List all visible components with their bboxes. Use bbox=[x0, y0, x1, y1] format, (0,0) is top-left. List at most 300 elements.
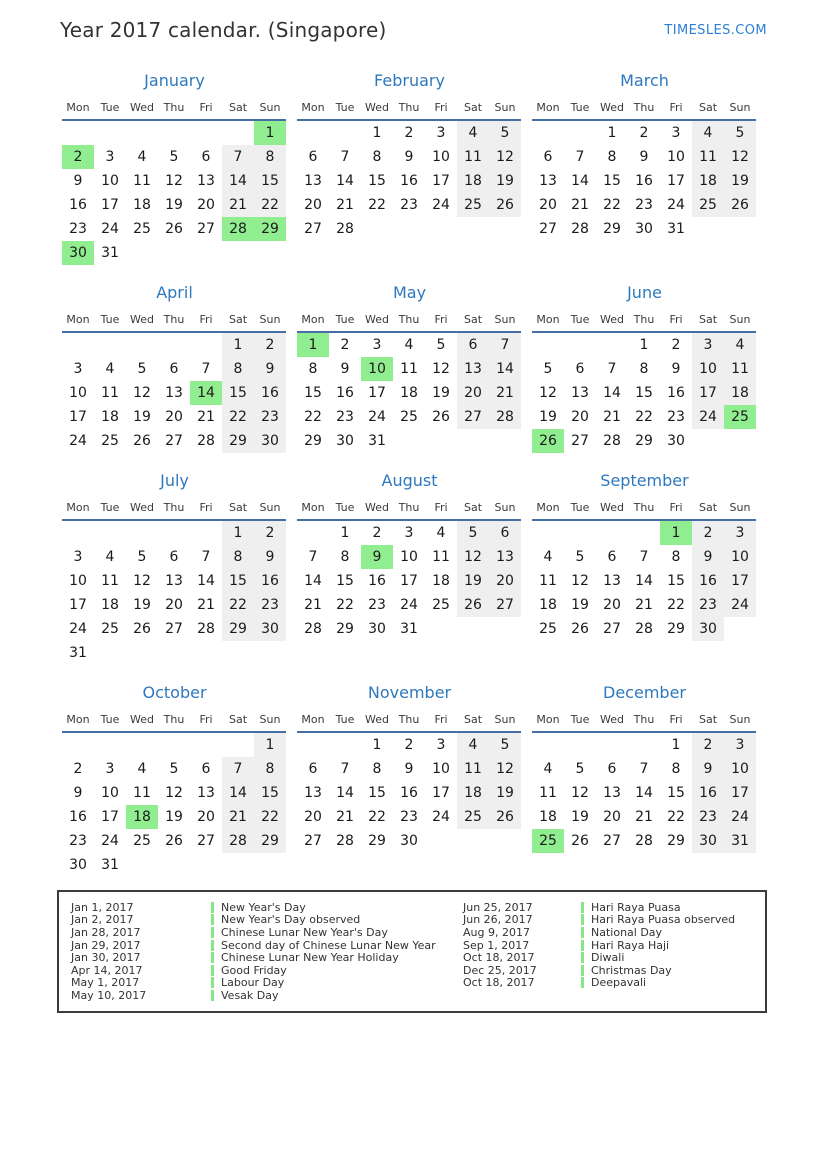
day-cell: 3 bbox=[671, 125, 681, 141]
day-cell: 3 bbox=[105, 761, 115, 777]
weekday-header: Tue bbox=[335, 312, 355, 326]
weekday-header: Thu bbox=[633, 100, 655, 114]
day-cell: 15 bbox=[635, 385, 653, 401]
legend-entry-name: Vesak Day bbox=[211, 990, 279, 1001]
weekday-header: Fri bbox=[434, 100, 448, 114]
weekday-header: Mon bbox=[536, 312, 560, 326]
legend-entry-name: Chinese Lunar New Year Holiday bbox=[211, 952, 399, 963]
day-cell: 7 bbox=[308, 549, 318, 565]
legend-entry bbox=[463, 977, 759, 990]
day-cell: 4 bbox=[436, 525, 446, 541]
month-title: July bbox=[160, 471, 189, 490]
empty-day-cell bbox=[222, 732, 254, 757]
day-cell: 23 bbox=[69, 833, 87, 849]
weekday-header: Thu bbox=[163, 100, 185, 114]
day-cell: 1 bbox=[671, 737, 681, 753]
weekday-header: Tue bbox=[335, 100, 355, 114]
legend-entry-name: Hari Raya Puasa bbox=[581, 902, 681, 913]
weekday-header: Fri bbox=[199, 712, 213, 726]
day-cell: 14 bbox=[489, 357, 521, 381]
weekday-header: Mon bbox=[536, 500, 560, 514]
day-cell: 13 bbox=[603, 785, 621, 801]
empty-day-cell bbox=[190, 241, 222, 265]
empty-day-cell bbox=[158, 332, 190, 357]
day-cell: 19 bbox=[724, 169, 756, 193]
day-cell: 24 bbox=[724, 593, 756, 617]
day-cell: 15 bbox=[667, 573, 685, 589]
day-cell: 25 bbox=[692, 193, 724, 217]
day-cell: 9 bbox=[254, 357, 286, 381]
month-title: May bbox=[392, 283, 427, 302]
weekday-header: Sun bbox=[729, 312, 751, 326]
weekday-header: Mon bbox=[301, 500, 325, 514]
day-cell: 2 bbox=[254, 520, 286, 545]
day-cell: 17 bbox=[692, 381, 724, 405]
day-cell: 22 bbox=[304, 409, 322, 425]
day-cell: 23 bbox=[254, 593, 286, 617]
day-cell: 21 bbox=[336, 197, 354, 213]
day-cell: 5 bbox=[489, 120, 521, 145]
empty-day-cell bbox=[329, 120, 361, 145]
day-cell: 27 bbox=[165, 433, 183, 449]
day-cell: 13 bbox=[571, 385, 589, 401]
day-cell: 5 bbox=[457, 520, 489, 545]
empty-day-cell bbox=[126, 120, 158, 145]
day-cell: 2 bbox=[340, 337, 350, 353]
day-cell: 9 bbox=[404, 761, 414, 777]
day-cell: 14 bbox=[197, 573, 215, 589]
day-cell: 2 bbox=[372, 525, 382, 541]
day-cell: 15 bbox=[667, 785, 685, 801]
empty-day-cell bbox=[297, 120, 329, 145]
legend-entry-name: Diwali bbox=[581, 952, 624, 963]
day-cell: 21 bbox=[336, 809, 354, 825]
day-cell: 19 bbox=[571, 597, 589, 613]
day-cell: 19 bbox=[457, 569, 489, 593]
day-cell: 16 bbox=[336, 385, 354, 401]
day-cell: 14 bbox=[304, 573, 322, 589]
day-cell: 11 bbox=[539, 573, 557, 589]
day-cell: 9 bbox=[404, 149, 414, 165]
day-cell: 28 bbox=[304, 621, 322, 637]
day-cell: 20 bbox=[165, 409, 183, 425]
empty-day-cell bbox=[489, 429, 521, 453]
day-cell: 21 bbox=[571, 197, 589, 213]
weekday-header: Tue bbox=[100, 712, 120, 726]
day-cell: 20 bbox=[489, 569, 521, 593]
day-cell: 21 bbox=[603, 409, 621, 425]
day-cell: 16 bbox=[400, 173, 418, 189]
day-cell: 30 bbox=[400, 833, 418, 849]
month-august bbox=[297, 471, 522, 641]
empty-day-cell bbox=[222, 120, 254, 145]
day-cell: 25 bbox=[133, 221, 151, 237]
day-cell: 10 bbox=[101, 785, 119, 801]
month-grid bbox=[62, 497, 286, 665]
day-cell: 6 bbox=[489, 520, 521, 545]
empty-day-cell bbox=[628, 520, 660, 545]
day-cell: 11 bbox=[133, 173, 151, 189]
day-cell: 17 bbox=[432, 785, 450, 801]
legend-entry-date: May 1, 2017 bbox=[71, 976, 140, 990]
weekday-header: Tue bbox=[100, 312, 120, 326]
day-cell: 20 bbox=[165, 597, 183, 613]
day-cell: 26 bbox=[432, 409, 450, 425]
day-cell: 6 bbox=[457, 332, 489, 357]
weekday-header: Wed bbox=[130, 500, 154, 514]
day-cell: 11 bbox=[539, 785, 557, 801]
day-cell: 21 bbox=[197, 409, 215, 425]
empty-day-cell bbox=[724, 217, 756, 241]
day-cell: 18 bbox=[432, 573, 450, 589]
site-link[interactable]: TIMESLES.COM bbox=[664, 23, 767, 38]
weekday-header: Tue bbox=[335, 500, 355, 514]
day-cell: 20 bbox=[197, 197, 215, 213]
day-cell: 16 bbox=[254, 381, 286, 405]
day-cell: 27 bbox=[304, 833, 322, 849]
day-cell: 9 bbox=[73, 785, 83, 801]
month-june bbox=[532, 283, 757, 453]
day-cell: 19 bbox=[165, 809, 183, 825]
empty-day-cell bbox=[94, 641, 126, 665]
day-cell: 9 bbox=[254, 545, 286, 569]
day-cell: 18 bbox=[457, 781, 489, 805]
legend-entry-date: Jun 25, 2017 bbox=[463, 900, 533, 914]
weekday-header: Sat bbox=[698, 500, 718, 514]
holiday-day-cell: 1 bbox=[660, 520, 692, 545]
day-cell: 19 bbox=[489, 781, 521, 805]
day-cell: 4 bbox=[543, 761, 553, 777]
day-cell: 29 bbox=[667, 833, 685, 849]
holiday-day-cell: 18 bbox=[126, 805, 158, 829]
day-cell: 15 bbox=[222, 381, 254, 405]
day-cell: 25 bbox=[457, 805, 489, 829]
day-cell: 12 bbox=[133, 385, 151, 401]
empty-day-cell bbox=[254, 641, 286, 665]
day-cell: 5 bbox=[543, 361, 553, 377]
day-cell: 8 bbox=[222, 545, 254, 569]
day-cell: 3 bbox=[436, 737, 446, 753]
empty-day-cell bbox=[190, 732, 222, 757]
months-grid bbox=[62, 71, 827, 877]
day-cell: 29 bbox=[336, 621, 354, 637]
empty-day-cell bbox=[489, 217, 521, 241]
empty-day-cell bbox=[532, 332, 564, 357]
day-cell: 13 bbox=[304, 173, 322, 189]
day-cell: 18 bbox=[101, 409, 119, 425]
day-cell: 3 bbox=[692, 332, 724, 357]
day-cell: 25 bbox=[101, 621, 119, 637]
empty-day-cell bbox=[158, 520, 190, 545]
weekday-header: Sun bbox=[729, 712, 751, 726]
empty-day-cell bbox=[254, 853, 286, 877]
day-cell: 30 bbox=[635, 221, 653, 237]
day-cell: 6 bbox=[575, 361, 585, 377]
day-cell: 20 bbox=[304, 197, 322, 213]
day-cell: 7 bbox=[607, 361, 617, 377]
day-cell: 12 bbox=[724, 145, 756, 169]
day-cell: 6 bbox=[308, 149, 318, 165]
day-cell: 21 bbox=[304, 597, 322, 613]
day-cell: 9 bbox=[639, 149, 649, 165]
weekday-header: Thu bbox=[633, 312, 655, 326]
day-cell: 8 bbox=[254, 757, 286, 781]
day-cell: 14 bbox=[635, 573, 653, 589]
empty-day-cell bbox=[329, 732, 361, 757]
legend-entry-date: Apr 14, 2017 bbox=[71, 963, 143, 977]
page-header bbox=[0, 0, 827, 42]
day-cell: 18 bbox=[539, 809, 557, 825]
day-cell: 24 bbox=[432, 197, 450, 213]
empty-day-cell bbox=[564, 520, 596, 545]
month-may bbox=[297, 283, 522, 453]
day-cell: 18 bbox=[133, 197, 151, 213]
empty-day-cell bbox=[393, 217, 425, 241]
day-cell: 26 bbox=[133, 433, 151, 449]
day-cell: 9 bbox=[340, 361, 350, 377]
month-october bbox=[62, 683, 287, 877]
day-cell: 19 bbox=[539, 409, 557, 425]
day-cell: 29 bbox=[667, 621, 685, 637]
day-cell: 18 bbox=[101, 597, 119, 613]
day-cell: 8 bbox=[607, 149, 617, 165]
day-cell: 10 bbox=[724, 545, 756, 569]
month-grid bbox=[62, 97, 286, 265]
legend-entry bbox=[71, 964, 463, 977]
day-cell: 4 bbox=[105, 361, 115, 377]
legend-entry-date: Jan 29, 2017 bbox=[71, 938, 141, 952]
day-cell: 9 bbox=[692, 757, 724, 781]
weekday-header: Sat bbox=[698, 312, 718, 326]
day-cell: 23 bbox=[692, 593, 724, 617]
empty-day-cell bbox=[158, 120, 190, 145]
day-cell: 21 bbox=[489, 381, 521, 405]
day-cell: 22 bbox=[254, 805, 286, 829]
legend-entry-date: May 10, 2017 bbox=[71, 988, 147, 1002]
day-cell: 15 bbox=[304, 385, 322, 401]
day-cell: 3 bbox=[372, 337, 382, 353]
month-january bbox=[62, 71, 287, 265]
weekday-header: Sun bbox=[259, 500, 281, 514]
day-cell: 14 bbox=[635, 785, 653, 801]
day-cell: 3 bbox=[404, 525, 414, 541]
weekday-header: Wed bbox=[600, 500, 624, 514]
day-cell: 6 bbox=[201, 761, 211, 777]
weekday-header: Tue bbox=[570, 312, 590, 326]
weekday-header: Mon bbox=[66, 500, 90, 514]
day-cell: 11 bbox=[101, 573, 119, 589]
day-cell: 2 bbox=[692, 520, 724, 545]
day-cell: 1 bbox=[254, 732, 286, 757]
day-cell: 20 bbox=[197, 809, 215, 825]
day-cell: 5 bbox=[169, 149, 179, 165]
day-cell: 17 bbox=[101, 197, 119, 213]
empty-day-cell bbox=[297, 520, 329, 545]
weekday-header: Fri bbox=[199, 500, 213, 514]
day-cell: 29 bbox=[635, 433, 653, 449]
day-cell: 1 bbox=[222, 520, 254, 545]
holiday-day-cell: 29 bbox=[254, 217, 286, 241]
day-cell: 9 bbox=[73, 173, 83, 189]
day-cell: 16 bbox=[69, 197, 87, 213]
day-cell: 1 bbox=[372, 737, 382, 753]
month-grid bbox=[297, 497, 521, 641]
day-cell: 4 bbox=[137, 149, 147, 165]
month-title: October bbox=[142, 683, 207, 702]
day-cell: 18 bbox=[692, 169, 724, 193]
month-title: March bbox=[620, 71, 669, 90]
day-cell: 12 bbox=[489, 757, 521, 781]
day-cell: 6 bbox=[308, 761, 318, 777]
day-cell: 19 bbox=[133, 597, 151, 613]
day-cell: 13 bbox=[165, 573, 183, 589]
day-cell: 11 bbox=[457, 757, 489, 781]
day-cell: 17 bbox=[724, 781, 756, 805]
legend-entry bbox=[71, 977, 463, 990]
day-cell: 30 bbox=[254, 617, 286, 641]
weekday-header: Thu bbox=[398, 312, 420, 326]
day-cell: 30 bbox=[692, 829, 724, 853]
legend-entry-date: Aug 9, 2017 bbox=[463, 925, 530, 939]
month-grid bbox=[532, 709, 756, 853]
month-april bbox=[62, 283, 287, 453]
legend-entry-name: Labour Day bbox=[211, 977, 284, 988]
empty-day-cell bbox=[126, 641, 158, 665]
day-cell: 15 bbox=[336, 573, 354, 589]
weekday-header: Fri bbox=[434, 712, 448, 726]
weekday-header: Tue bbox=[570, 712, 590, 726]
empty-day-cell bbox=[158, 732, 190, 757]
legend-column bbox=[71, 901, 463, 1002]
day-cell: 20 bbox=[539, 197, 557, 213]
day-cell: 29 bbox=[603, 221, 621, 237]
day-cell: 23 bbox=[368, 597, 386, 613]
day-cell: 18 bbox=[457, 169, 489, 193]
empty-day-cell bbox=[158, 241, 190, 265]
day-cell: 23 bbox=[635, 197, 653, 213]
empty-day-cell bbox=[190, 641, 222, 665]
empty-day-cell bbox=[724, 429, 756, 453]
empty-day-cell bbox=[94, 520, 126, 545]
day-cell: 30 bbox=[692, 617, 724, 641]
legend-entry-date: Sep 1, 2017 bbox=[463, 938, 530, 952]
day-cell: 16 bbox=[635, 173, 653, 189]
weekday-header: Fri bbox=[199, 100, 213, 114]
day-cell: 27 bbox=[457, 405, 489, 429]
day-cell: 5 bbox=[489, 732, 521, 757]
day-cell: 17 bbox=[101, 809, 119, 825]
weekday-header: Sat bbox=[463, 500, 483, 514]
empty-day-cell bbox=[596, 520, 628, 545]
day-cell: 11 bbox=[724, 357, 756, 381]
month-july bbox=[62, 471, 287, 665]
empty-day-cell bbox=[489, 829, 521, 853]
weekday-header: Thu bbox=[398, 100, 420, 114]
day-cell: 15 bbox=[222, 569, 254, 593]
day-cell: 13 bbox=[197, 173, 215, 189]
day-cell: 8 bbox=[671, 549, 681, 565]
empty-day-cell bbox=[692, 217, 724, 241]
day-cell: 2 bbox=[404, 125, 414, 141]
weekday-header: Sun bbox=[729, 100, 751, 114]
month-title: September bbox=[600, 471, 689, 490]
day-cell: 4 bbox=[543, 549, 553, 565]
empty-day-cell bbox=[457, 617, 489, 641]
empty-day-cell bbox=[222, 241, 254, 265]
legend-entry-name: Good Friday bbox=[211, 965, 287, 976]
empty-day-cell bbox=[62, 332, 94, 357]
weekday-header: Thu bbox=[633, 500, 655, 514]
day-cell: 20 bbox=[457, 381, 489, 405]
empty-day-cell bbox=[190, 120, 222, 145]
day-cell: 14 bbox=[336, 785, 354, 801]
weekday-header: Sun bbox=[494, 100, 516, 114]
day-cell: 26 bbox=[165, 221, 183, 237]
empty-day-cell bbox=[425, 829, 457, 853]
day-cell: 21 bbox=[635, 597, 653, 613]
legend-entry bbox=[463, 939, 759, 952]
day-cell: 14 bbox=[222, 781, 254, 805]
day-cell: 29 bbox=[304, 433, 322, 449]
day-cell: 9 bbox=[692, 545, 724, 569]
legend-entry bbox=[463, 951, 759, 964]
day-cell: 7 bbox=[201, 549, 211, 565]
weekday-header: Mon bbox=[536, 100, 560, 114]
holiday-day-cell: 28 bbox=[222, 217, 254, 241]
weekday-header: Thu bbox=[163, 712, 185, 726]
day-cell: 30 bbox=[254, 429, 286, 453]
weekday-header: Wed bbox=[600, 712, 624, 726]
day-cell: 28 bbox=[571, 221, 589, 237]
day-cell: 10 bbox=[101, 173, 119, 189]
day-cell: 1 bbox=[639, 337, 649, 353]
weekday-header: Tue bbox=[100, 100, 120, 114]
day-cell: 2 bbox=[692, 732, 724, 757]
day-cell: 12 bbox=[571, 785, 589, 801]
weekday-header: Fri bbox=[434, 500, 448, 514]
day-cell: 7 bbox=[222, 757, 254, 781]
day-cell: 18 bbox=[539, 597, 557, 613]
month-november bbox=[297, 683, 522, 853]
legend-entry bbox=[71, 926, 463, 939]
day-cell: 24 bbox=[101, 221, 119, 237]
month-title: December bbox=[603, 683, 686, 702]
day-cell: 5 bbox=[169, 761, 179, 777]
day-cell: 8 bbox=[372, 149, 382, 165]
holiday-day-cell: 25 bbox=[532, 829, 564, 853]
day-cell: 25 bbox=[101, 433, 119, 449]
day-cell: 31 bbox=[368, 433, 386, 449]
month-december bbox=[532, 683, 757, 853]
legend-entry-name: Christmas Day bbox=[581, 965, 672, 976]
day-cell: 27 bbox=[197, 833, 215, 849]
day-cell: 28 bbox=[336, 833, 354, 849]
empty-day-cell bbox=[62, 732, 94, 757]
empty-day-cell bbox=[724, 617, 756, 641]
day-cell: 6 bbox=[543, 149, 553, 165]
weekday-header: Sat bbox=[698, 100, 718, 114]
day-cell: 28 bbox=[197, 621, 215, 637]
empty-day-cell bbox=[126, 241, 158, 265]
day-cell: 13 bbox=[197, 785, 215, 801]
empty-day-cell bbox=[425, 617, 457, 641]
legend-entry-date: Jun 26, 2017 bbox=[463, 913, 533, 927]
month-title: February bbox=[374, 71, 445, 90]
day-cell: 25 bbox=[432, 597, 450, 613]
month-grid bbox=[532, 497, 756, 641]
day-cell: 15 bbox=[254, 781, 286, 805]
day-cell: 23 bbox=[69, 221, 87, 237]
